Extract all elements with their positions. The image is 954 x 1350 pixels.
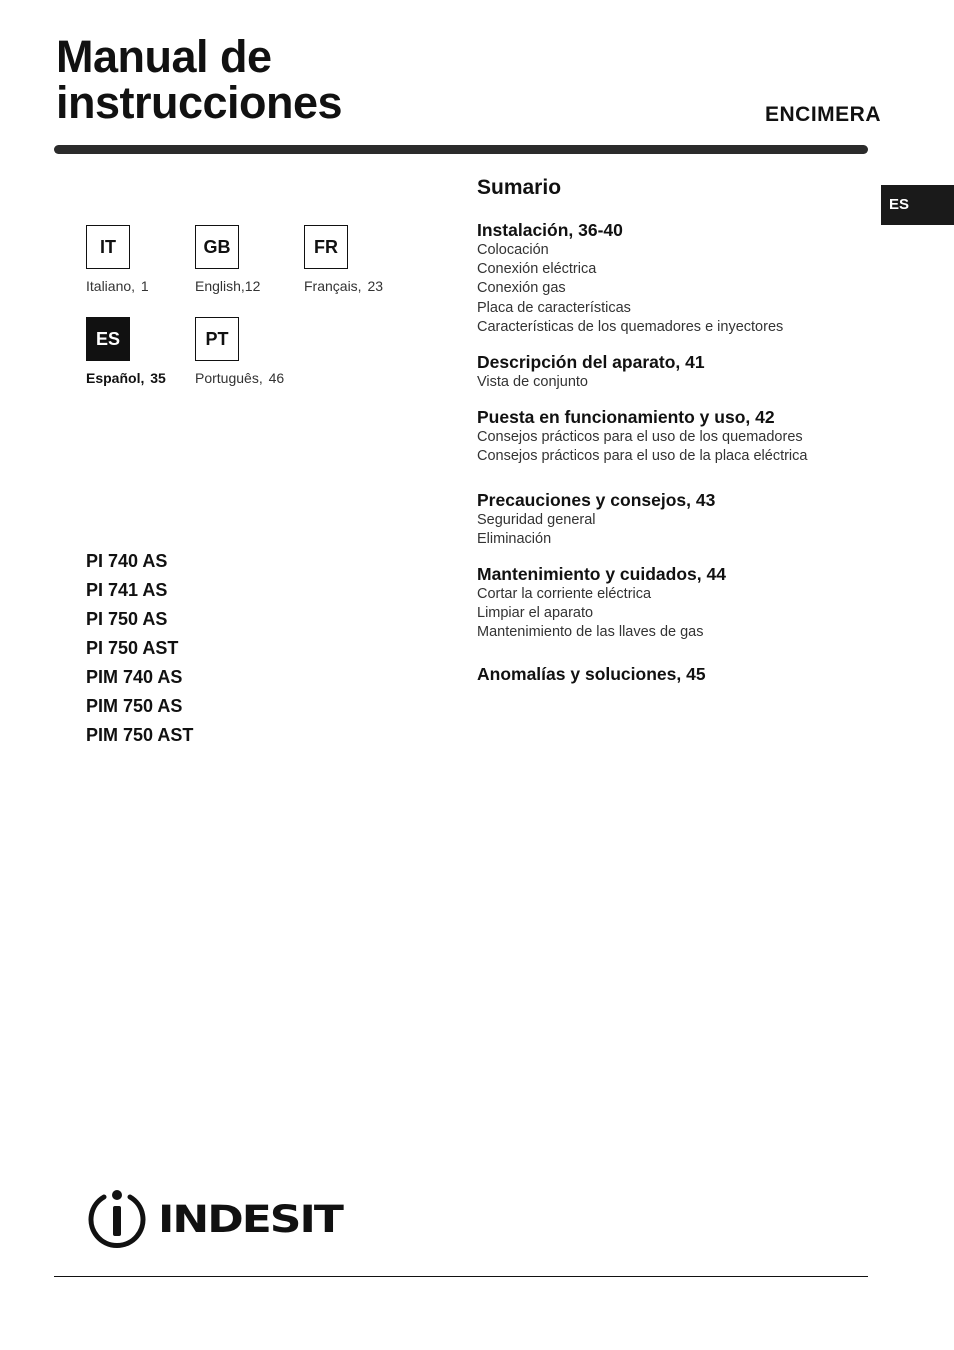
toc-section-descripcion (477, 351, 877, 392)
language-code-box[interactable]: FR (304, 225, 348, 269)
model-item: PI 750 AS (86, 609, 168, 629)
indesit-circle-i-logo-icon (86, 1188, 148, 1250)
toc-item[interactable]: Consejos prácticos para el uso de la placa eléctrica (477, 448, 808, 465)
language-label: Español, 35 (86, 370, 166, 386)
toc-item[interactable]: Eliminación (477, 530, 552, 547)
model-item: PI 740 AS (86, 551, 168, 571)
model-item: PIM 750 AS (86, 696, 183, 716)
toc-item[interactable]: Conexión gas (477, 280, 566, 297)
toc-item[interactable]: Placa de características (477, 299, 631, 316)
toc-item[interactable]: Conexión eléctrica (477, 261, 597, 278)
toc-section-puesta (477, 406, 877, 466)
table-of-contents (477, 174, 877, 699)
language-code-box[interactable]: IT (86, 225, 130, 269)
document-subtitle: ENCIMERA (764, 103, 881, 126)
language-code-box[interactable]: ES (86, 317, 130, 361)
top-divider (54, 145, 868, 154)
toc-item[interactable]: Consejos prácticos para el uso de los quemadores (477, 429, 803, 446)
model-list (86, 549, 193, 752)
toc-item[interactable]: Limpiar el aparato (477, 605, 594, 622)
language-label: Português, 46 (195, 370, 285, 386)
logo-wordmark: INDESIT (158, 1197, 342, 1241)
language-option-gb[interactable] (195, 225, 315, 294)
title-line-2: instrucciones (56, 77, 343, 128)
toc-section-title[interactable]: Precauciones y consejos, 43 (477, 489, 716, 510)
toc-section-mantenimiento (477, 563, 877, 643)
toc-item[interactable]: Vista de conjunto (477, 374, 588, 391)
toc-section-title[interactable]: Puesta en funcionamiento y uso, 42 (477, 407, 775, 428)
indesit-logo (86, 1188, 342, 1250)
toc-item[interactable]: Seguridad general (477, 511, 596, 528)
toc-section-anomalias (477, 663, 877, 685)
language-code-box[interactable]: GB (195, 225, 239, 269)
toc-item[interactable]: Características de los quemadores e inyectores (477, 318, 784, 335)
toc-section-instalacion (477, 219, 877, 337)
language-side-tab[interactable]: ES (881, 185, 954, 225)
toc-item[interactable]: Colocación (477, 242, 549, 258)
model-item: PIM 750 AST (86, 725, 194, 745)
model-item: PI 750 AST (86, 638, 179, 658)
toc-section-title[interactable]: Anomalías y soluciones, 45 (477, 663, 706, 684)
toc-section-title[interactable]: Mantenimiento y cuidados, 44 (477, 564, 726, 585)
model-item: PIM 740 AS (86, 667, 183, 687)
language-label: Français, 23 (304, 278, 384, 294)
language-label: English,12 (195, 278, 261, 294)
toc-heading: Sumario (477, 176, 562, 199)
model-item: PI 741 AS (86, 580, 168, 600)
language-code-box[interactable]: PT (195, 317, 239, 361)
toc-section-title[interactable]: Descripción del aparato, 41 (477, 352, 705, 373)
language-option-it[interactable] (86, 225, 206, 294)
toc-section-precauciones (477, 489, 877, 549)
bottom-divider (54, 1276, 868, 1277)
toc-item[interactable]: Mantenimiento de las llaves de gas (477, 624, 704, 641)
toc-item[interactable]: Cortar la corriente eléctrica (477, 586, 652, 603)
page-title (56, 31, 343, 128)
title-line-1: Manual de (56, 31, 272, 82)
language-label: Italiano, 1 (86, 278, 149, 294)
language-option-es[interactable] (86, 317, 206, 386)
language-option-pt[interactable] (195, 317, 315, 386)
toc-section-title[interactable]: Instalación, 36-40 (477, 220, 623, 240)
language-option-fr[interactable] (304, 225, 424, 294)
